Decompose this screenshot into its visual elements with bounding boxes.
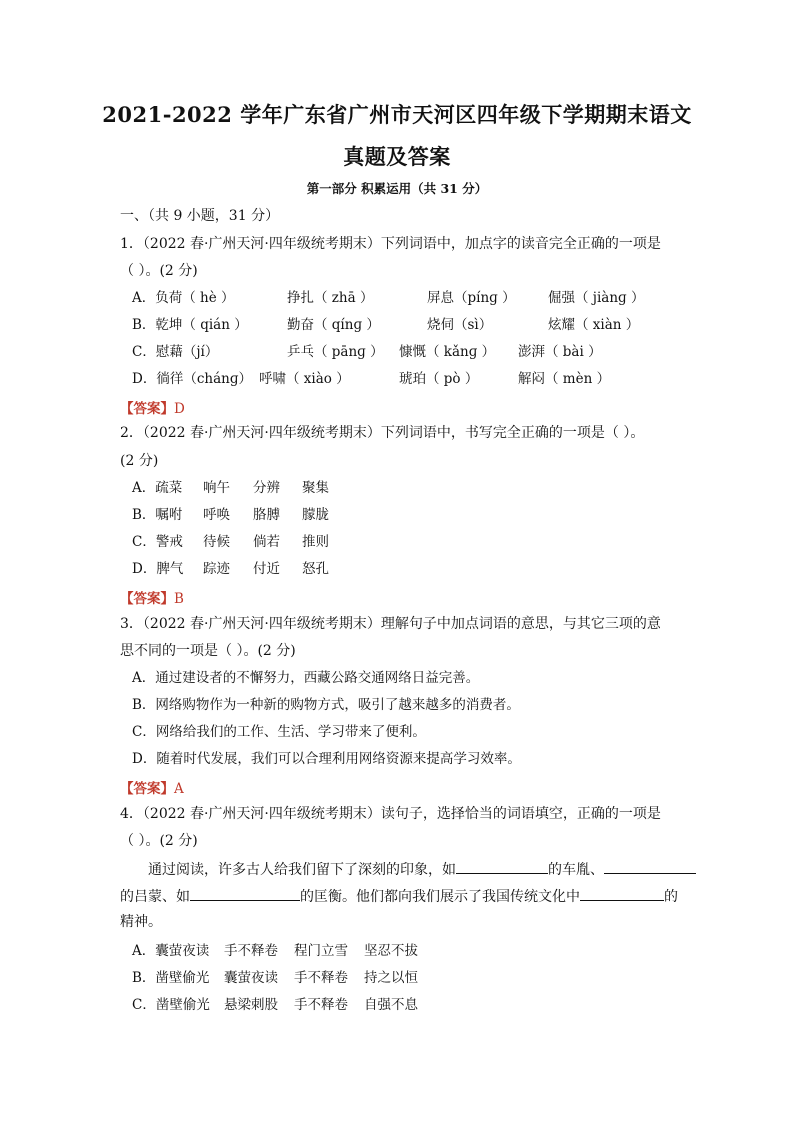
q1-option-c-3: 慷慨（ kǎnɡ ）	[399, 344, 496, 360]
q1-answer	[120, 397, 185, 417]
q1-stem-line1: 1．（2022 春·广州天河·四年级统考期末）下列词语中，加点字的读音完全正确的一项是	[120, 236, 661, 252]
q4-option-b-1: B．凿壁偷光	[132, 970, 210, 986]
q4-option-a-4: 坚忍不拔	[364, 943, 418, 959]
q4-option-b-3: 手不释卷	[294, 970, 348, 986]
q1-option-b-4: 炫耀（ xiàn ）	[548, 317, 640, 333]
fill-blank-4[interactable]	[580, 886, 664, 901]
q4-passage-line1	[148, 859, 696, 879]
q1-option-c-4: 澎湃（ bài ）	[518, 344, 602, 360]
page-title-line2: 真题及答案	[343, 144, 451, 169]
q4-option-b-2: 囊萤夜读	[224, 970, 278, 986]
q4-option-c-3: 手不释卷	[294, 997, 348, 1013]
q3-stem-line1: 3．（2022 春·广州天河·四年级统考期末）理解句子中加点词语的意思，与其它三项的意	[120, 616, 661, 632]
q2-option-d-3: 付近	[253, 561, 280, 577]
q4-stem-line1: 4．（2022 春·广州天河·四年级统考期末）读句子，选择恰当的词语填空，正确的一项是	[120, 806, 661, 822]
answer-label: 【答案】	[120, 781, 174, 797]
page-title: 2021-2022 学年广东省广州市天河区四年级下学期期末语文	[102, 102, 692, 127]
q2-answer	[120, 587, 184, 607]
q4-option-b-4: 持之以恒	[364, 970, 418, 986]
q4-option-c-4: 自强不息	[364, 997, 418, 1013]
q3-answer	[120, 777, 184, 797]
q2-option-a-3: 分辨	[253, 480, 280, 496]
q1-option-d-3: 琥珀（ pò ）	[399, 371, 479, 387]
passage-text: 的	[664, 889, 678, 905]
q3-stem-line2: 思不同的一项是（ ）。(2 分)	[120, 643, 296, 659]
answer-label: 【答案】	[120, 591, 174, 607]
part-intro: 一、（共 9 小题，31 分）	[120, 208, 280, 224]
section-heading: 第一部分 积累运用（共 31 分）	[306, 181, 488, 196]
q1-option-c-2: 乒乓（ pānɡ ）	[287, 344, 384, 360]
q2-option-d-2: 踪迹	[203, 561, 230, 577]
q1-option-d-4: 解闷（ mèn ）	[518, 371, 611, 387]
q4-option-a-1: A．囊萤夜读	[132, 943, 210, 959]
q1-option-b-2: 勤奋（ qínɡ ）	[287, 317, 380, 333]
q3-option-d: D．随着时代发展，我们可以合理利用网络资源来提高学习效率。	[132, 751, 521, 767]
q2-option-b-3: 胳膊	[253, 507, 280, 523]
q1-option-a-3: 屏息（pínɡ ）	[427, 290, 516, 306]
passage-text: 通过阅读，许多古人给我们留下了深刻的印象，如	[148, 862, 456, 878]
q3-option-b: B．网络购物作为一种新的购物方式，吸引了越来越多的消费者。	[132, 697, 520, 713]
q2-option-c-2: 待候	[203, 534, 230, 550]
q2-option-a-2: 响午	[203, 480, 230, 496]
q1-option-d-2: 呼啸（ xiào ）	[259, 371, 350, 387]
q4-option-a-2: 手不释卷	[224, 943, 278, 959]
q2-option-a-1: A．疏菜	[132, 480, 183, 496]
answer-value: A	[174, 781, 184, 797]
q4-passage-line3: 精神。	[120, 914, 162, 930]
q1-option-b-3: 烧伺（sì）	[427, 317, 493, 333]
q2-option-a-4: 聚集	[302, 480, 329, 496]
fill-blank-1[interactable]	[456, 859, 548, 874]
q4-option-c-2: 悬梁刺股	[224, 997, 278, 1013]
q4-option-c-1: C．凿壁偷光	[132, 997, 210, 1013]
fill-blank-2[interactable]	[604, 859, 696, 874]
q1-option-c-1: C．慰藉（jí）	[132, 344, 219, 360]
answer-label: 【答案】	[120, 401, 174, 417]
q3-option-c: C．网络给我们的工作、生活、学习带来了便利。	[132, 724, 426, 740]
answer-value: D	[174, 401, 185, 417]
q2-option-c-4: 推则	[302, 534, 329, 550]
q1-option-a-2: 挣扎（ zhā ）	[287, 290, 374, 306]
q1-option-d-1: D．徜徉（chánɡ）	[132, 371, 252, 387]
q2-stem-line2: (2 分)	[120, 453, 159, 469]
q4-passage-line2	[120, 886, 678, 906]
fill-blank-3[interactable]	[190, 886, 300, 901]
q4-option-a-3: 程门立雪	[294, 943, 348, 959]
answer-value: B	[174, 591, 184, 607]
q1-option-a-1: A．负荷（ hè ）	[132, 290, 235, 306]
q2-option-c-1: C．警戒	[132, 534, 183, 550]
q4-stem-line2: （ ）。(2 分)	[120, 833, 198, 849]
q2-stem-line1: 2．（2022 春·广州天河·四年级统考期末）下列词语中，书写完全正确的一项是（ ）。	[120, 425, 645, 441]
passage-text: 的吕蒙、如	[120, 889, 190, 905]
q1-option-b-1: B．乾坤（ qián ）	[132, 317, 248, 333]
q2-option-d-4: 怒孔	[302, 561, 329, 577]
q2-option-b-1: B．嘱咐	[132, 507, 183, 523]
q2-option-b-4: 朦胧	[302, 507, 329, 523]
q1-stem-line2: （ ）。(2 分)	[120, 263, 198, 279]
passage-text: 的匡衡。他们都向我们展示了我国传统文化中	[300, 889, 580, 905]
passage-text: 的车胤、	[548, 862, 604, 878]
q2-option-c-3: 倘若	[253, 534, 280, 550]
q2-option-d-1: D．脾气	[132, 561, 184, 577]
q1-option-a-4: 倔强（ jiànɡ ）	[548, 290, 645, 306]
q3-option-a: A．通过建设者的不懈努力，西藏公路交通网络日益完善。	[132, 670, 480, 686]
q2-option-b-2: 呼唤	[203, 507, 230, 523]
